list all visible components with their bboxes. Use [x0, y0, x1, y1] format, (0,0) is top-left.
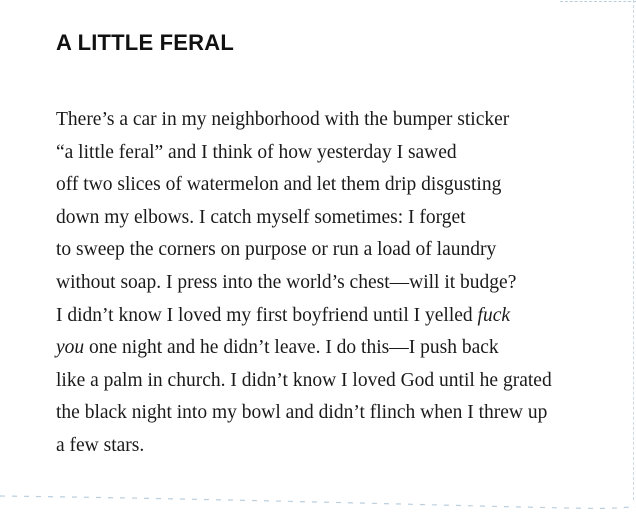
dashed-border-top: [560, 1, 636, 2]
poem-body: [56, 104, 616, 463]
poem-line-5: to sweep the corners on purpose or run a load of laundry: [56, 239, 497, 261]
poem-line-3: off two slices of watermelon and let them drip disgusting: [56, 174, 502, 196]
poem-title: A LITTLE FERAL: [56, 30, 234, 55]
italic-word: you: [56, 337, 85, 359]
poem-line-9: like a palm in church. I didn’t know I loved God until he grated: [56, 369, 552, 391]
poem-line-7: I didn’t know I loved my first boyfriend until I yelled fuck: [56, 304, 511, 326]
poem-line-2: “a little feral” and I think of how yesterday I sawed: [56, 141, 457, 163]
poem-line-10: the black night into my bowl and didn’t flinch when I threw up: [56, 402, 548, 424]
poem-line-4: down my elbows. I catch myself sometimes: I forget: [56, 206, 466, 228]
poem-line-11: a few stars.: [56, 434, 145, 456]
poem-line-8: you one night and he didn’t leave. I do this—I push back: [56, 337, 499, 359]
poem-line-1: There’s a car in my neighborhood with the bumper sticker: [56, 109, 510, 130]
dashed-border-bottom: [0, 492, 636, 512]
poem-line-6: without soap. I press into the world’s chest—will it budge?: [56, 271, 517, 293]
dashed-border-right: [633, 0, 634, 500]
italic-word: fuck: [477, 304, 511, 326]
